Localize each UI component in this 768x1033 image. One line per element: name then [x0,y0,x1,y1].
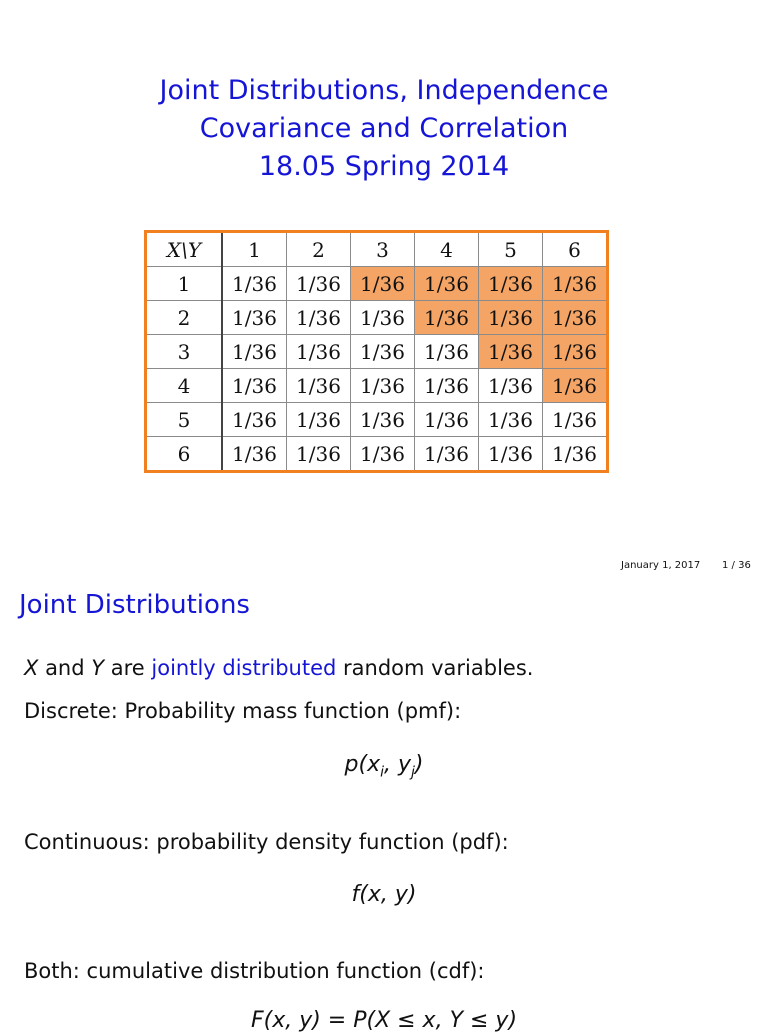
table-cell: 1/36 [351,369,415,403]
table-cell: 1/36 [415,369,479,403]
table-cell: 1/36 [543,437,607,471]
intro-line [24,656,533,680]
jointly-distributed-term: jointly distributed [151,656,337,680]
title-line-3: 18.05 Spring 2014 [258,151,510,182]
table-cell: 1/36 [415,335,479,369]
table-cell: 1/36 [287,437,351,471]
table-cell: 1/36 [479,335,543,369]
row-header-3: 3 [147,335,222,369]
intro-text-are: are [104,656,152,680]
table-row [147,437,606,471]
table-cell: 1/36 [222,437,287,471]
table-cell: 1/36 [543,403,607,437]
col-header-5: 5 [479,233,543,267]
table-cell: 1/36 [287,403,351,437]
table-row [147,403,606,437]
table-cell: 1/36 [415,267,479,301]
intro-text-and: and [38,656,92,680]
table-cell: 1/36 [543,335,607,369]
slide-title [0,72,768,186]
joint-pmf-table-frame [144,230,609,473]
table-row [147,267,606,301]
table-cell: 1/36 [222,335,287,369]
table-corner-label: X\Y [147,233,222,267]
col-header-3: 3 [351,233,415,267]
col-header-6: 6 [543,233,607,267]
pmf-formula: $p(x_i$, $y_j$) [344,752,424,781]
continuous-label: Continuous: probability density function (pdf): [24,830,509,854]
table-cell: 1/36 [415,301,479,335]
table-cell: 1/36 [479,437,543,471]
table-cell: 1/36 [543,301,607,335]
title-line-2: Covariance and Correlation [199,113,569,144]
table-cell: 1/36 [287,301,351,335]
table-cell: 1/36 [287,369,351,403]
joint-pmf-table [147,233,606,470]
table-cell: 1/36 [351,335,415,369]
pdf-formula: f(x, y) [351,882,417,907]
table-header-row [147,233,606,267]
discrete-label: Discrete: Probability mass function (pmf): [24,699,462,723]
table-row [147,369,606,403]
row-header-4: 4 [147,369,222,403]
intro-text-rest: random variables. [336,656,534,680]
col-header-1: 1 [222,233,287,267]
cdf-formula: F(x, y) = P(X ≤ x, Y ≤ y) [250,1008,518,1033]
table-row [147,335,606,369]
both-label: Both: cumulative distribution function (cdf): [24,959,485,983]
col-header-2: 2 [287,233,351,267]
table-cell: 1/36 [351,301,415,335]
table-cell: 1/36 [479,369,543,403]
section-title: Joint Distributions [19,590,250,620]
table-cell: 1/36 [287,335,351,369]
var-x: X [24,656,39,680]
row-header-6: 6 [147,437,222,471]
table-cell: 1/36 [351,403,415,437]
table-cell: 1/36 [222,267,287,301]
footer-date: January 1, 2017 [621,560,701,571]
table-cell: 1/36 [351,437,415,471]
table-cell: 1/36 [415,437,479,471]
table-cell: 1/36 [222,369,287,403]
row-header-5: 5 [147,403,222,437]
table-cell: 1/36 [543,369,607,403]
table-cell: 1/36 [222,403,287,437]
table-cell: 1/36 [543,267,607,301]
table-cell: 1/36 [415,403,479,437]
table-cell: 1/36 [222,301,287,335]
var-y: Y [91,656,105,680]
table-cell: 1/36 [479,301,543,335]
title-line-1: Joint Distributions, Independence [159,75,609,106]
footer-page-number: 1 / 36 [722,560,751,571]
table-row [147,301,606,335]
row-header-1: 1 [147,267,222,301]
table-cell: 1/36 [479,267,543,301]
table-cell: 1/36 [351,267,415,301]
table-cell: 1/36 [479,403,543,437]
col-header-4: 4 [415,233,479,267]
row-header-2: 2 [147,301,222,335]
table-cell: 1/36 [287,267,351,301]
